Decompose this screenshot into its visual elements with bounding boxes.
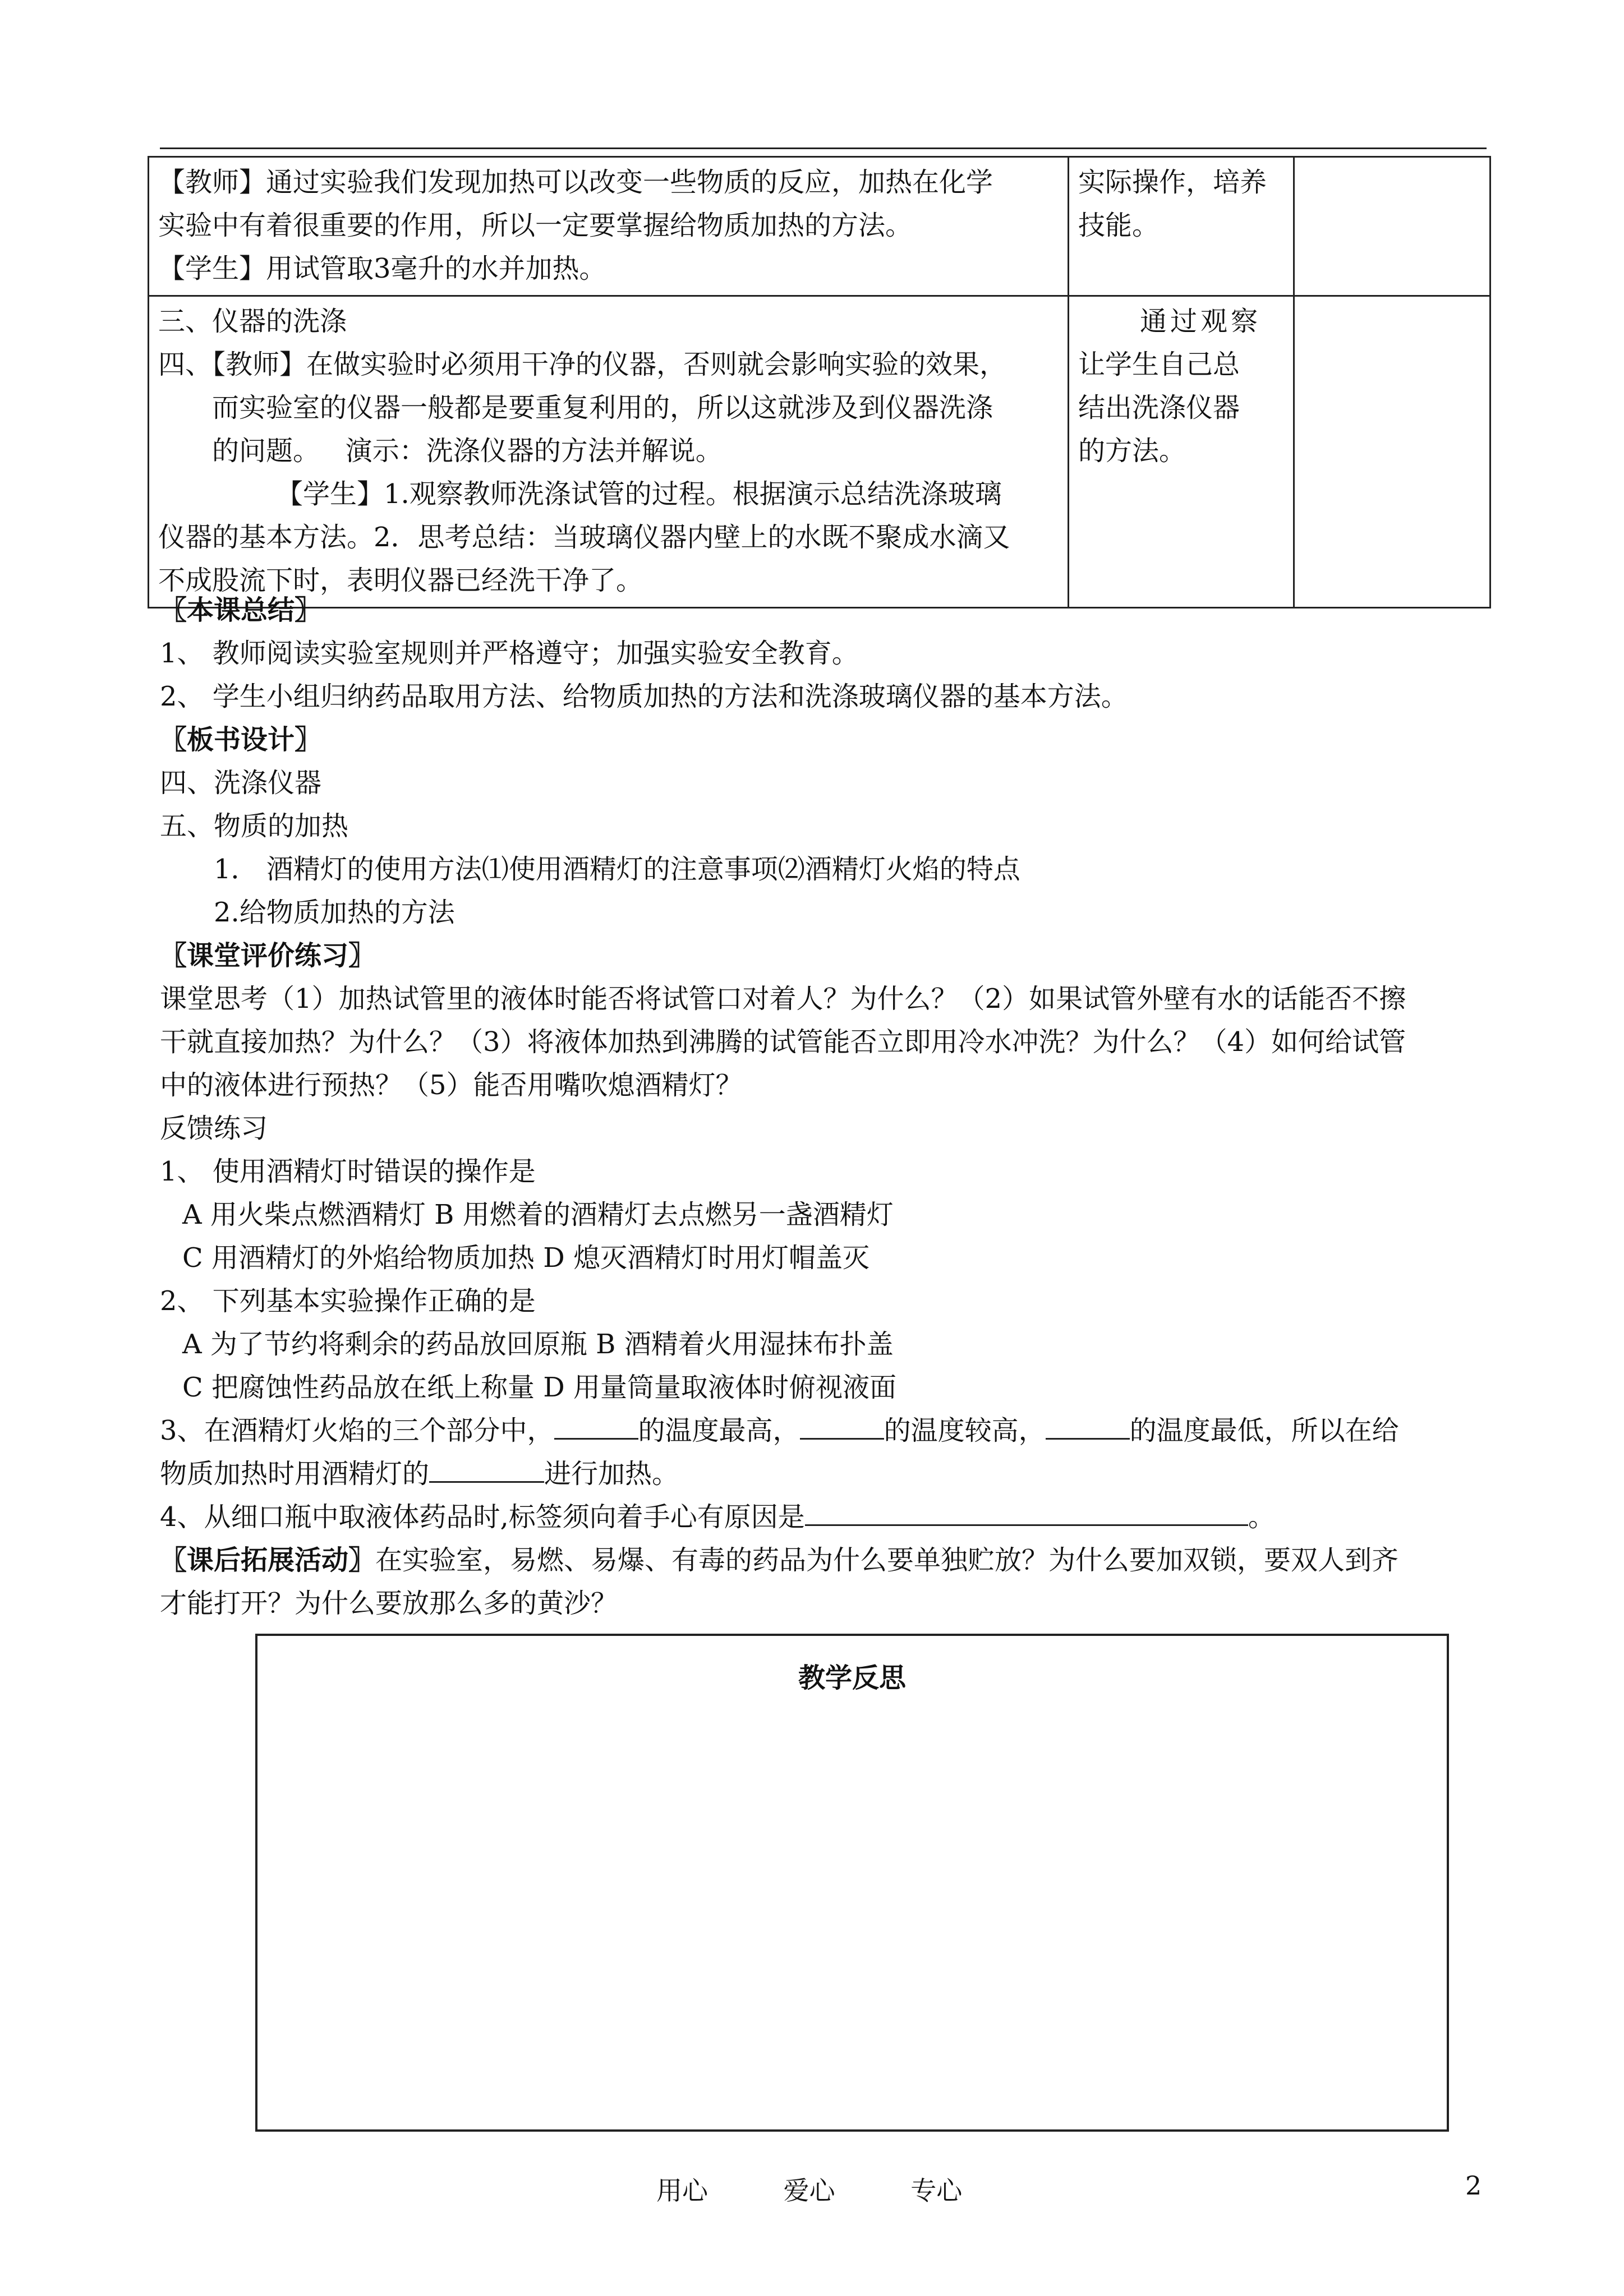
question-option: C 用酒精灯的外焰给物质加热 D 熄灭酒精灯时用灯帽盖灭 [182, 1242, 869, 1274]
reflection-title: 教学反思 [798, 1662, 906, 1694]
activity-line: 四、【教师】在做实验时必须用干净的仪器，否则就会影响实验的效果， [158, 349, 1007, 380]
question-4 [160, 1496, 1489, 1539]
think-line: 课堂思考（1）加热试管里的液体时能否将试管口对着人？为什么？（2）如果试管外壁有水的话能否不擦 [160, 983, 1406, 1015]
intent-line: 通过观察 [1140, 306, 1262, 337]
board-item: 1． 酒精灯的使用方法⑴使用酒精灯的注意事项⑵酒精灯火焰的特点 [214, 854, 1020, 885]
extension-line [160, 1539, 1489, 1582]
table-cell-intent [1069, 157, 1294, 296]
intent-line: 技能。 [1078, 210, 1160, 241]
board-item: 五、物质的加热 [160, 810, 349, 842]
question-2: 2、 下列基本实验操作正确的是 [160, 1285, 536, 1317]
intent-line: 结出洗涤仪器 [1078, 392, 1240, 423]
footer-word: 用心 [656, 2175, 708, 2206]
extension-title: 〖课后拓展活动〗 [160, 1545, 376, 1576]
activity-line: 不成股流下时，表明仪器已经洗干净了。 [158, 565, 643, 596]
question-3 [160, 1409, 1489, 1453]
think-line: 干就直接加热？为什么？（3）将液体加热到沸腾的试管能否立即用冷水冲洗？为什么？（4）如何给试管 [160, 1026, 1406, 1058]
board-item: 2.给物质加热的方法 [214, 897, 455, 928]
practice-title: 〖课堂评价练习〗 [160, 940, 376, 971]
activity-line: 仪器的基本方法。2．思考总结：当玻璃仪器内壁上的水既不聚成水滴又 [158, 522, 1010, 553]
table-cell-notes [1294, 157, 1490, 296]
table-cell-activity [149, 157, 1069, 296]
think-line: 中的液体进行预热？（5）能否用嘴吹熄酒精灯？ [160, 1069, 743, 1101]
question-text: 3、在酒精灯火焰的三个部分中， [160, 1415, 554, 1446]
table-cell-intent [1069, 296, 1294, 608]
answer-blank[interactable] [554, 1412, 638, 1440]
question-option: C 把腐蚀性药品放在纸上称量 D 用量筒量取液体时俯视液面 [182, 1372, 896, 1403]
question-option: A 为了节约将剩余的药品放回原瓶 B 酒精着火用湿抹布扑盖 [182, 1329, 894, 1360]
reflection-box [255, 1634, 1449, 2132]
answer-blank[interactable] [429, 1455, 544, 1483]
board-title: 〖板书设计〗 [160, 724, 322, 755]
table-cell-activity [149, 296, 1069, 608]
page-number: 2 [1465, 2170, 1482, 2201]
footer-word: 专心 [910, 2175, 963, 2206]
question-1: 1、 使用酒精灯时错误的操作是 [160, 1156, 536, 1187]
answer-blank[interactable] [1046, 1412, 1130, 1440]
lesson-table [148, 156, 1491, 608]
activity-line: 【教师】通过实验我们发现加热可以改变一些物质的反应，加热在化学 [158, 167, 993, 198]
section-heading: 三、仪器的洗涤 [158, 306, 347, 337]
table-cell-notes [1294, 296, 1490, 608]
question-text: 进行加热。 [544, 1458, 679, 1490]
answer-blank[interactable] [805, 1499, 1248, 1526]
activity-line: 实验中有着很重要的作用，所以一定要掌握给物质加热的方法。 [158, 210, 913, 241]
intent-line: 实际操作，培养 [1078, 167, 1267, 198]
question-text: 的温度最高， [638, 1415, 800, 1446]
question-3-cont [160, 1453, 1489, 1496]
footer-motto [656, 2170, 1029, 2207]
table-row [149, 157, 1490, 296]
summary-item: 1、 教师阅读实验室规则并严格遵守；加强实验安全教育。 [160, 638, 859, 669]
summary-title: 〖本课总结〗 [160, 594, 322, 626]
lesson-body [160, 589, 1489, 1625]
activity-line: 而实验室的仪器一般都是要重复利用的，所以这就涉及到仪器洗涤 [212, 392, 993, 423]
feedback-title: 反馈练习 [160, 1113, 268, 1144]
board-item: 四、洗涤仪器 [160, 767, 322, 799]
summary-item: 2、 学生小组归纳药品取用方法、给物质加热的方法和洗涤玻璃仪器的基本方法。 [160, 681, 1128, 712]
answer-blank[interactable] [800, 1412, 884, 1440]
question-text: 物质加热时用酒精灯的 [160, 1458, 430, 1490]
question-text: 的温度最低，所以在给 [1129, 1415, 1399, 1446]
activity-line: 【学生】用试管取3毫升的水并加热。 [158, 253, 606, 284]
activity-line: 【学生】1.观察教师洗涤试管的过程。根据演示总结洗涤玻璃 [276, 478, 1002, 510]
question-option: A 用火柴点燃酒精灯 B 用燃着的酒精灯去点燃另一盏酒精灯 [182, 1199, 894, 1230]
question-text: 的温度较高， [884, 1415, 1046, 1446]
header-rule [160, 147, 1487, 149]
activity-line: 的问题。 演示：洗涤仪器的方法并解说。 [212, 435, 723, 467]
question-text: 4、从细口瓶中取液体药品时,标签须向着手心有原因是 [160, 1501, 805, 1533]
extension-text: 在实验室，易燃、易爆、有毒的药品为什么要单独贮放？为什么要加双锁，要双人到齐 [375, 1545, 1399, 1576]
extension-text: 才能打开？为什么要放那么多的黄沙？ [160, 1588, 618, 1619]
question-text: 。 [1248, 1501, 1275, 1533]
intent-line: 让学生自己总 [1078, 349, 1240, 380]
footer-word: 爱心 [783, 2175, 835, 2206]
intent-line: 的方法。 [1078, 435, 1186, 467]
table-row [149, 296, 1490, 608]
